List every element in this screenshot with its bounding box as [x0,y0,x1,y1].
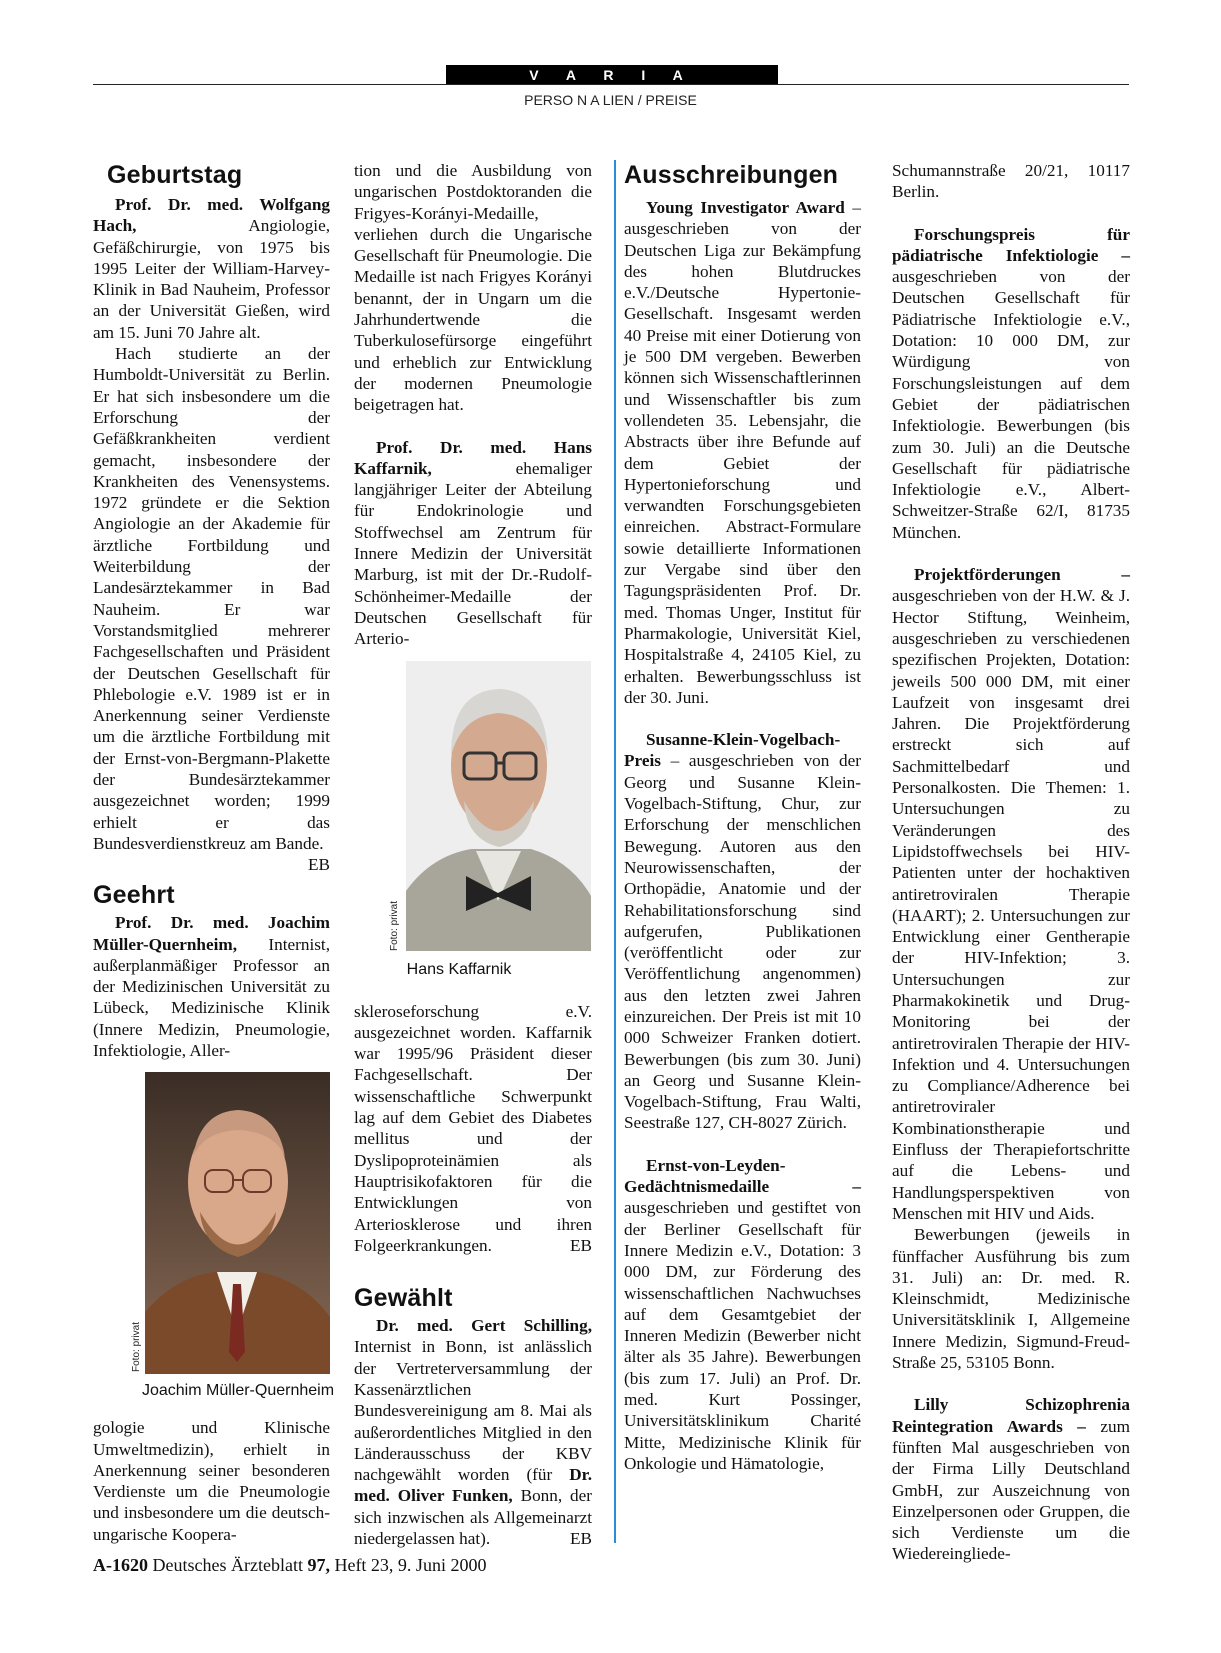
varia-banner: V A R I A [446,65,778,85]
page-number: A-1620 [93,1555,148,1575]
award-lilly [892,1394,1130,1564]
signature-eb-2: EB [570,1235,592,1255]
photo-caption-kaffarnik: Hans Kaffarnik [406,960,512,978]
paragraph-hach-bio [93,343,330,875]
signature-eb: EB [308,855,330,875]
text-young-investigator: – ausgeschrieben von der Deutschen Liga zur Bekämpfung des hohen Blutdruckes e.V./Deutsche Hypertonie-Gesellschaft. Insgesamt werden 40 Preise mit einer Dotierung von je 500 DM vergeben. Bewerben können sich Wissenschaftlerinnen und Wissenschaftler bis zum vollendeten 35. Lebensjahr, die Abstracts über ihre Befunde auf dem Gebiet der Hypertonieforschung und verwandten Forschungsgebieten einreichen. Abstract-Formulare sowie detaillierte Informationen zur Vergabe sind über den Tagungspräsidenten Prof. Dr. med. Thomas Unger, Institut für Pharmakologie, Universität Kiel, Hospitalstraße 4, 24105 Kiel, zu erhalten. Bewerbungsschluss ist der 30. Juni. [624,198,861,707]
text-kaffarnik-cont: skleroseforschung e.V. ausgezeichnet worden. Kaffarnik war 1995/96 Präsident dieser Fachgesellschaft. Der wissenschaftliche Schwerpunkt lag auf dem Gebiet des Diabetes mellitus und der Dyslipoproteinämien als Hauptrisikofaktoren für die Entwicklungen von Arteriosklerose und ihren Folgeerkrankungen. [354,1001,592,1255]
section-label: PERSO N A LIEN / PREISE [524,92,697,108]
column-divider [614,160,616,1543]
photo-caption-mueller: Joachim Müller-Quernheim [141,1382,335,1400]
award-projekt [892,564,1130,1224]
heading-ausschreibungen: Ausschreibungen [624,161,839,189]
text-klein-vogelbach: – ausgeschrieben von der Georg und Susanne Klein-Vogelbach-Stiftung, Chur, zur Erforschung der menschlichen Bewegung. Autoren aus den Neurowissenschaften, der Orthopädie, Anatomie und der Rehabilitationsforschung sind aufgerufen, Publikationen (veröffentlicht oder zur Veröffentlichung angenommen) aus den letzten zwei Jahren einzureichen. Der Preis ist mit 10 000 Schweizer Franken dotiert. Bewerbungen (bis zum 30. Juni) an Georg und Susanne Klein-Vogelbach-Stiftung, Frau Walti, Seestraße 127, CH-8027 Zürich. [624,751,861,1133]
text-kaffarnik: ehemaliger langjähriger Leiter der Abteilung für Endokrinologie und Stoffwechsel am Zentrum für Innere Medizin der Universität Marburg, ist mit der Dr.-Rudolf-Schönheimer-Medaille der Deutschen Gesellschaft für Arterio- [354,458,592,649]
photo-kaffarnik [406,661,591,951]
text-lilly: zum fünften Mal ausgeschrieben von der Firma Lilly Deutschland GmbH, zur Auszeichnung von Einzelpersonen oder Gruppen, die sich Verdienste um die Wiedereingliede- [892,1416,1130,1564]
text-schilling: Internist in Bonn, ist anlässlich der Vertreterversammlung der Kassenärztlichen Bundesvereinigung am 8. Mai als außerordentliches Mitglied in den Länderausschuss der KBV nachgewählt worden (für [354,1337,592,1485]
paragraph-mueller [93,912,330,1061]
heading-geehrt: Geehrt [93,881,175,910]
photo-kaffarnik-block [354,661,592,1001]
text-projekt: ausgeschrieben von der H.W. & J. Hector Stiftung, Weinheim, ausgeschrieben zu verschiedenen spezifischen Projekten, Dotation: jeweils 500 000 DM, mit einer Laufzeit von insgesamt drei Jahren. Die Projektförderung erstreckt sich auf Sachmittelbedarf und Personalkosten. Die Themen: 1. Untersuchungen zu Veränderungen des Lipidstoffwechsels bei HIV-Patienten unter der hochaktiven antiretroviralen Therapie (HAART); 2. Untersuchungen zur Entwicklung einer Gentherapie der HIV-Infektion; 3. Untersuchungen zur Pharmakokinetik und Drug-Monitoring bei der antiretroviralen Therapie der HIV-Infektion und 4. Untersuchungen zu Compliance/Adherence bei antiretroviraler Kombinationstherapie und Einfluss der Therapiefortschritte auf die Lebens- und Handlungsperspektiven von Menschen mit HIV und Aids. [892,586,1130,1223]
title-klein-vogelbach: Susanne-Klein-Vogelbach-Preis [624,730,841,771]
award-leyden [624,1155,861,1474]
name-schilling: Dr. med. Gert Schilling, [376,1316,592,1336]
paragraph-mueller-cont: gologie und Klinische Umweltmedizin), erhielt in Anerkennung seiner besonderen Verdienste um die Pneumologie und insbesondere um die deutsch-ungarische Koopera- [93,1418,330,1544]
portrait-kaffarnik-image [406,661,591,951]
text-funken: Bonn, der sich inzwischen als Allgemeinarzt niedergelassen hat). [354,1486,592,1549]
photo-mueller [145,1072,330,1374]
photo-credit-mueller: Foto: privat [131,1322,142,1373]
text-paediatric: ausgeschrieben von der Deutschen Gesellschaft für Pädiatrische Infektiologie e.V., Dotation: 10 000 DM, zur Würdigung von Forschungsleistungen auf dem Gebiet der pädiatrischen Infektiologie. Bewerbungen (bis zum 30. Juli) an die Deutsche Gesellschaft für pädiatrische Infektiologie e.V., Albert-Schweitzer-Straße 62/I, 81735 München. [892,267,1130,542]
text-mueller: Internist, außerplanmäßiger Professor an der Medizinischen Universität zu Lübeck, Medizinische Klinik (Innere Medizin, Pneumologie, Infektiologie, Aller- [93,934,330,1060]
title-projekt: Projektförderungen – [914,565,1130,585]
paragraph-projekt-bewerbungen: Bewerbungen (jeweils in fünffacher Ausführung bis zum 31. Juli) an: Dr. med. R. Kleinschmidt, Medizinische Universitätsklinik I, Allgemeine Innere Medizin, Sigmund-Freud-Straße 25, 53105 Bonn. [892,1225,1130,1373]
title-lilly: Lilly Schizophrenia Reintegration Awards – [892,1395,1130,1436]
paragraph-berlin-address: Schumannstraße 20/21, 10117 Berlin. [892,161,1130,202]
award-young-investigator [624,197,861,708]
paragraph-kaffarnik-cont [354,1001,592,1257]
paragraph-schilling [354,1315,592,1549]
heading-gewaehlt: Gewählt [354,1284,453,1313]
title-paediatric: Forschungspreis für pädiatrische Infektiologie – [892,224,1130,265]
text-leyden: ausgeschrieben und gestiftet von der Berliner Gesellschaft für Innere Medizin e.V., Dotation: 3 000 DM, zur Förderung des wissenschaftlichen Nachwuchses auf dem Gesamtgebiet der Inneren Medizin (Bewerber nicht älter als 35 Jahre). Bewerbungen (bis zum 17. Juli) an Prof. Dr. med. Kurt Possinger, Universitätsklinikum Charité Mitte, Medizinische Klinik für Onkologie und Hämatologie, [624,1198,861,1473]
column-3 [624,160,861,1474]
paragraph-hach [93,194,330,343]
name-hach: Prof. Dr. med. Wolfgang Hach, [93,195,330,236]
column-4 [892,160,1130,1565]
title-young-investigator: Young Investigator Award [646,198,845,217]
column-2 [354,160,592,1549]
name-kaffarnik: Prof. Dr. med. Hans Kaffarnik, [354,437,592,478]
journal-volume: 97, [307,1555,330,1575]
name-funken: Dr. med. Oliver Funken, [354,1465,592,1506]
paragraph-kaffarnik [354,437,592,650]
title-leyden: Ernst-von-Leyden-Gedächtnismedaille – [624,1155,861,1197]
paragraph-koranyi: tion und die Ausbildung von ungarischen Postdoktoranden die Frigyes-Korányi-Medaille, verliehen durch die Ungarische Gesellschaft für Pneumologie. Die Medaille ist nach Frigyes Korányi benannt, der in Ungarn um die Jahrhundertwende die Tuberkulosefürsorge eingeführt und erheblich zur Entwicklung der modernen Pneumologie beigetragen hat. [354,161,592,415]
heading-geburtstag: Geburtstag [107,161,243,189]
page-footer [93,1555,486,1576]
text-hach: Angiologie, Gefäßchirurgie, von 1975 bis 1995 Leiter der William-Harvey-Klinik in Bad Nauheim, Professor an der Universität Gießen, wird am 15. Juni 70 Jahre alt. [93,216,330,342]
portrait-mueller-image [145,1072,330,1374]
photo-mueller-block [93,1072,335,1417]
journal-issue: Heft 23, 9. Juni 2000 [334,1555,487,1575]
name-mueller: Prof. Dr. med. Joachim Müller-Quernheim, [93,913,330,954]
photo-credit-kaffarnik: Foto: privat [389,900,400,951]
signature-eb-3: EB [570,1529,592,1549]
text-hach-bio: Hach studierte an der Humboldt-Universität zu Berlin. Er hat sich insbesondere um die Erforschung der Gefäßkrankheiten verdient gemacht, insbesondere der Krankheiten des Venensystems. 1972 gründete er die Sektion Angiologie an der Akademie für ärztliche Fortbildung und Weiterbildung der Landesärztekammer in Bad Nauheim. Er war Vorstandsmitglied mehrerer Fachgesellschaften und Präsident der Deutschen Gesellschaft für Phlebologie e.V. 1989 ist er in Anerkennung seiner Verdienste um die ärztliche Fortbildung mit der Ernst-von-Bergmann-Plakette der Bundesärztekammer ausgezeichnet worden; 1999 erhielt er das Bundesverdienstkreuz am Bande. [93,344,330,853]
award-klein-vogelbach [624,729,861,1134]
journal-name: Deutsches Ärzteblatt [152,1555,303,1575]
header-rule [93,84,1129,85]
column-1 [93,160,335,1545]
award-paediatric [892,224,1130,543]
